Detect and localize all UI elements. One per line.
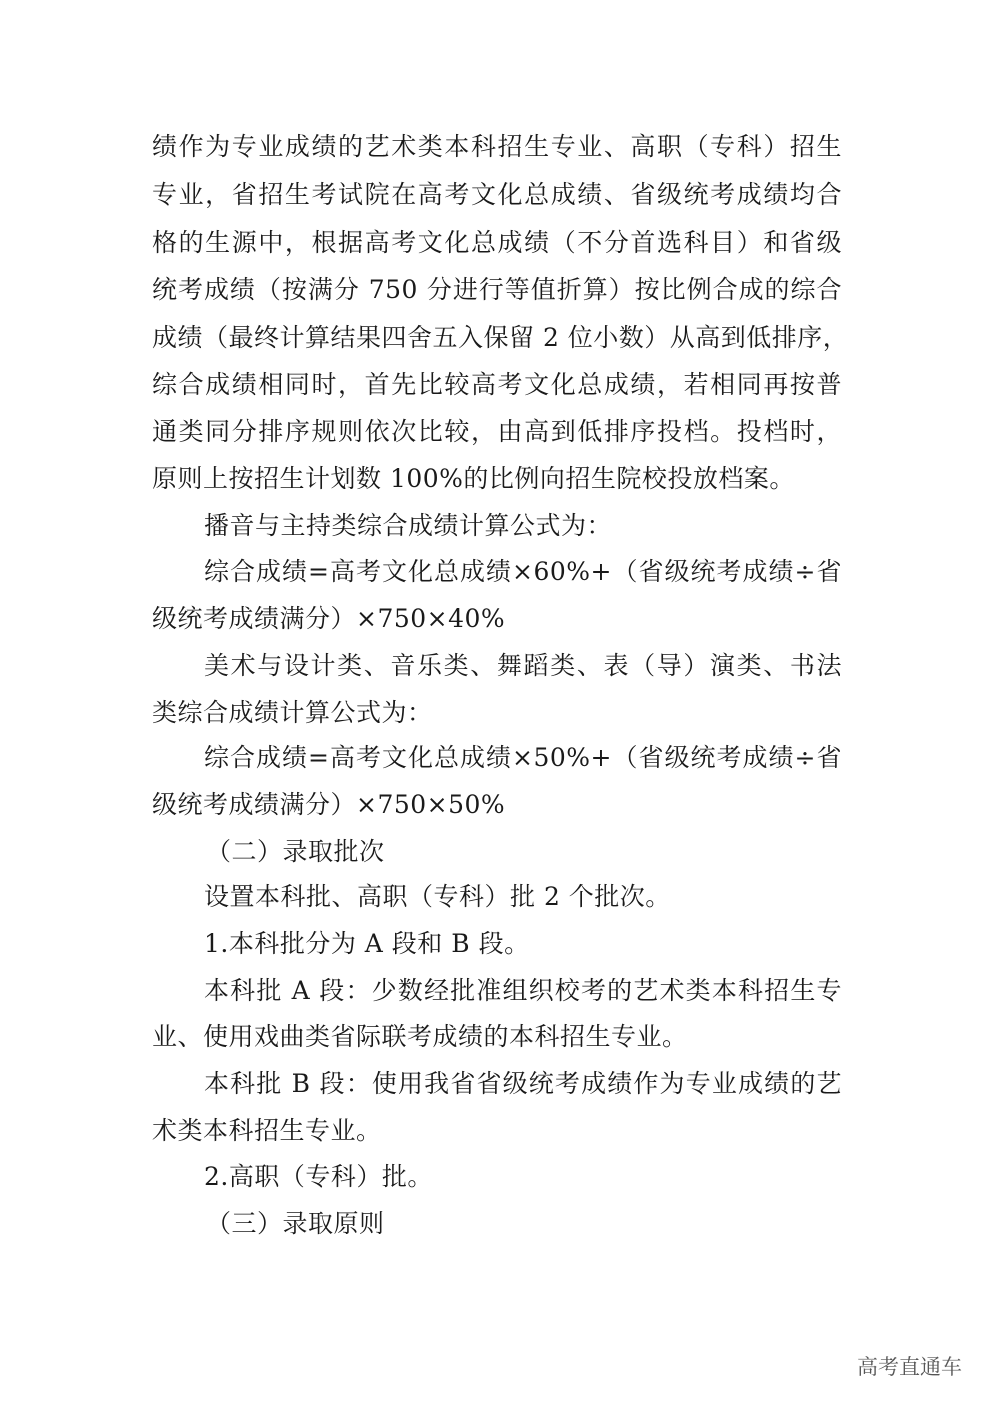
formula-heading: 类综合成绩计算公式为： [152,698,433,727]
paragraph-line: 原则上按招生计划数 100%的比例向招生院校投放档案。 [152,464,795,493]
paragraph-line: 术类本科招生专业。 [152,1116,382,1145]
paragraph-line: 通类同分排序规则依次比较，由高到低排序投档。投档时， [152,417,842,446]
paragraph-line: 综合成绩相同时，首先比较高考文化总成绩，若相同再按普 [152,370,842,399]
paragraph-line: 格的生源中，根据高考文化总成绩（不分首选科目）和省级 [152,228,842,257]
watermark-text: 高考直通车 [857,1355,962,1379]
paragraph-line: 本科批 B 段：使用我省省级统考成绩作为专业成绩的艺 [204,1069,842,1098]
list-item: 2.高职（专科）批。 [204,1162,433,1191]
paragraph-line: 本科批 A 段：少数经批准组织校考的艺术类本科招生专 [204,976,842,1005]
formula-line: 级统考成绩满分）×750×50% [152,790,506,819]
paragraph-line: 专业，省招生考试院在高考文化总成绩、省级统考成绩均合 [152,180,842,209]
paragraph-line: 统考成绩（按满分 750 分进行等值折算）按比例合成的综合 [152,275,842,304]
paragraph-line: 设置本科批、高职（专科）批 2 个批次。 [204,882,671,911]
paragraph-line: 绩作为专业成绩的艺术类本科招生专业、高职（专科）招生 [152,132,842,161]
formula-line: 级统考成绩满分）×750×40% [152,604,506,633]
formula-line: 综合成绩=高考文化总成绩×50%+（省级统考成绩÷省 [204,743,842,772]
paragraph-line: 成绩（最终计算结果四舍五入保留 2 位小数）从高到低排序， [152,323,849,352]
paragraph-line: 业、使用戏曲类省际联考成绩的本科招生专业。 [152,1022,688,1051]
section-heading: （二）录取批次 [206,837,385,866]
formula-line: 综合成绩=高考文化总成绩×60%+（省级统考成绩÷省 [204,557,842,586]
list-item: 1.本科批分为 A 段和 B 段。 [204,929,530,958]
formula-heading: 美术与设计类、音乐类、舞蹈类、表（导）演类、书法 [204,651,842,680]
formula-heading: 播音与主持类综合成绩计算公式为： [204,511,613,540]
section-heading: （三）录取原则 [206,1209,385,1238]
